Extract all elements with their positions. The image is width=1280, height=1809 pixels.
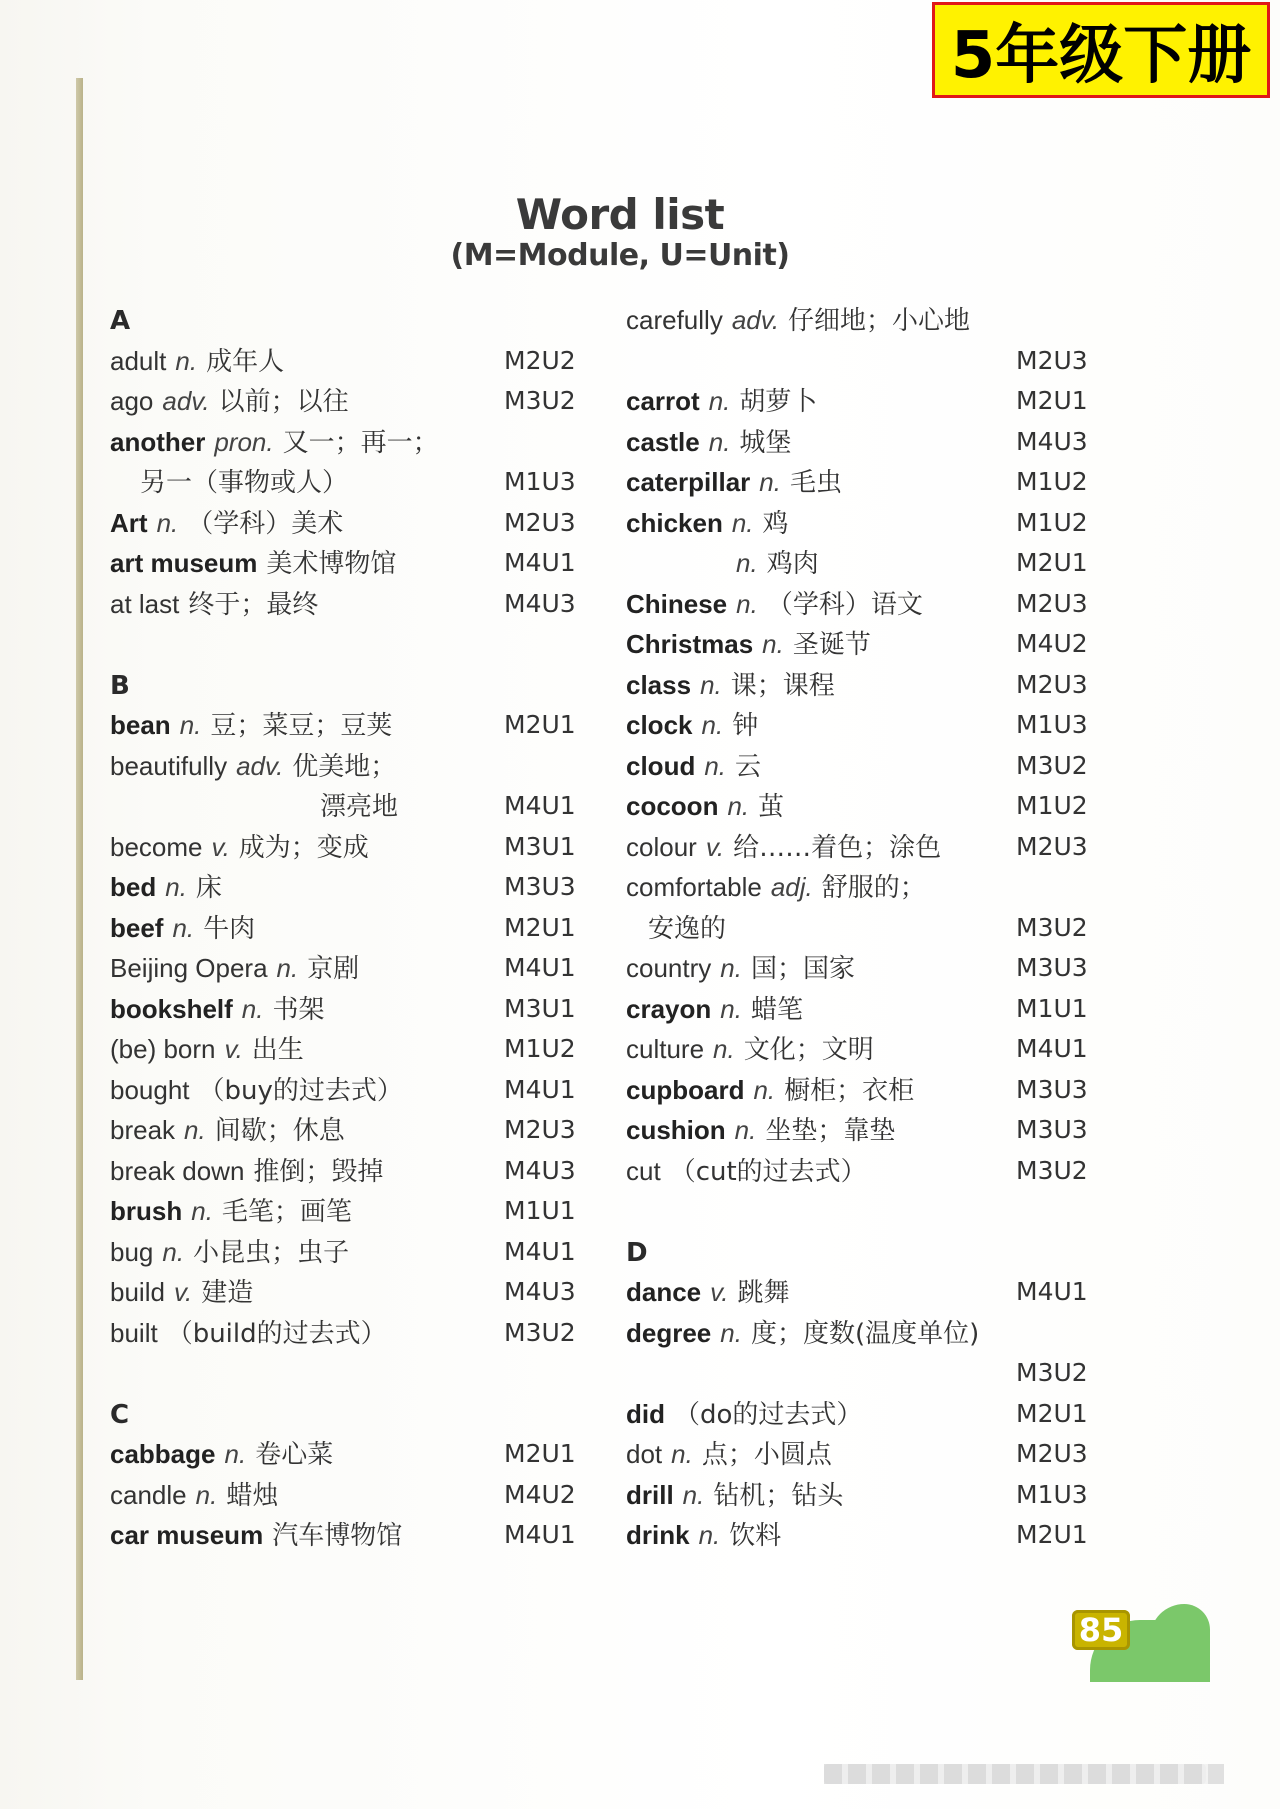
word-entry: ago adv. 以前；以往 M3U2 xyxy=(110,381,590,422)
unit-code: M4U3 xyxy=(1016,426,1088,456)
scrollbar-thumb[interactable] xyxy=(824,1764,1224,1784)
word-entry: (be) born v. 出生 M1U2 xyxy=(110,1029,590,1070)
word-entry: degree n. 度；度数(温度单位) xyxy=(626,1317,980,1349)
word-entry: carefully adv. 仔细地；小心地 xyxy=(626,305,971,336)
word-entry: another pron. 又一；再一； xyxy=(110,426,439,458)
unit-code: M4U1 xyxy=(504,1236,576,1266)
word-entry: drill n. 钻机；钻头 M1U3 xyxy=(626,1475,1102,1516)
unit-code: M2U1 xyxy=(1016,1520,1088,1549)
unit-code: M4U2 xyxy=(504,1479,576,1509)
word-entry: dance v. 跳舞 M4U1 xyxy=(626,1272,1102,1313)
unit-code: M2U1 xyxy=(1016,386,1088,415)
word-entry: clock n. 钟 M1U3 xyxy=(626,705,1102,746)
word-entry: beef n. 牛肉 M2U1 xyxy=(110,908,590,949)
word-entry: class n. 课；课程 M2U3 xyxy=(626,665,1102,706)
unit-code: M2U3 xyxy=(1016,1439,1088,1468)
right-column xyxy=(626,300,1102,1556)
unit-code: M1U3 xyxy=(1016,1479,1088,1509)
unit-code: M3U3 xyxy=(1016,1074,1088,1104)
word-entry: country n. 国；国家 M3U3 xyxy=(626,948,1102,989)
word-entry: bed n. 床 M3U3 xyxy=(110,867,590,908)
word-entry: brush n. 毛笔；画笔 M1U1 xyxy=(110,1191,590,1232)
unit-code: M2U1 xyxy=(504,1439,576,1468)
word-entry: comfortable adj. 舒服的； xyxy=(626,872,926,903)
word-entry: candle n. 蜡烛 M4U2 xyxy=(110,1475,590,1516)
word-entry: bug n. 小昆虫；虫子 M4U1 xyxy=(110,1232,590,1273)
word-entry: car museum 汽车博物馆 M4U1 xyxy=(110,1515,590,1556)
word-entry: art museum 美术博物馆 M4U1 xyxy=(110,543,590,584)
unit-code: M2U1 xyxy=(1016,548,1088,577)
unit-code: M4U1 xyxy=(1016,1277,1088,1306)
word-entry: cushion n. 坐垫；靠垫 M3U3 xyxy=(626,1110,1102,1151)
unit-code: M1U1 xyxy=(504,1196,576,1225)
unit-code: M3U3 xyxy=(504,872,576,901)
unit-code: M4U1 xyxy=(504,548,576,577)
word-entry-continued: 另一（事物或人） M1U3 xyxy=(110,462,590,503)
word-entry: at last 终于；最终 M4U3 xyxy=(110,584,590,625)
word-entry: break down 推倒；毁掉 M4U3 xyxy=(110,1151,590,1192)
word-entry: adult n. 成年人 M2U2 xyxy=(110,341,590,382)
word-entry: cut （cut的过去式） M3U2 xyxy=(626,1151,1102,1192)
book-spine-edge xyxy=(76,78,83,1680)
unit-code: M1U2 xyxy=(1016,507,1088,537)
unit-code: M2U3 xyxy=(1016,345,1088,375)
unit-code: M1U3 xyxy=(1016,710,1088,739)
unit-code: M4U1 xyxy=(504,791,576,820)
unit-code: M3U1 xyxy=(504,831,576,861)
word-entry: carrot n. 胡萝卜 M2U1 xyxy=(626,381,1102,422)
unit-code: M2U3 xyxy=(504,507,576,537)
word-entry-continued: n. 鸡肉 M2U1 xyxy=(626,543,1102,584)
word-entry: Christmas n. 圣诞节 M4U2 xyxy=(626,624,1102,665)
unit-code: M4U1 xyxy=(1016,1034,1088,1063)
word-entry: become v. 成为；变成 M3U1 xyxy=(110,827,590,868)
unit-code: M3U1 xyxy=(504,993,576,1023)
unit-code: M3U2 xyxy=(504,386,576,415)
page-subtitle: (M=Module, U=Unit) xyxy=(450,238,790,273)
word-entry: beautifully adv. 优美地； xyxy=(110,750,397,782)
word-entry: bean n. 豆；菜豆；豆荚 M2U1 xyxy=(110,705,590,746)
word-entry: drink n. 饮料 M2U1 xyxy=(626,1515,1102,1556)
word-entry: cloud n. 云 M3U2 xyxy=(626,746,1102,787)
word-entry: build v. 建造 M4U3 xyxy=(110,1272,590,1313)
section-letter-a: A xyxy=(110,306,131,336)
word-entry-continued: 漂亮地 M4U1 xyxy=(110,786,590,827)
unit-code: M3U3 xyxy=(1016,1115,1088,1144)
word-entry-continued xyxy=(626,341,1102,382)
left-column xyxy=(110,300,590,1556)
unit-code: M2U3 xyxy=(1016,669,1088,699)
word-entry: culture n. 文化；文明 M4U1 xyxy=(626,1029,1102,1070)
word-entry-continued xyxy=(626,1353,1102,1394)
unit-code: M2U3 xyxy=(1016,831,1088,861)
unit-code: M1U1 xyxy=(1016,993,1088,1023)
unit-code: M2U2 xyxy=(504,345,576,375)
word-entry: built （build的过去式） M3U2 xyxy=(110,1313,590,1354)
section-letter-b: B xyxy=(110,670,130,701)
word-entry: crayon n. 蜡笔 M1U1 xyxy=(626,989,1102,1030)
word-entry: Art n. （学科）美术 M2U3 xyxy=(110,503,590,544)
unit-code: M3U2 xyxy=(1016,1155,1088,1185)
unit-code: M2U3 xyxy=(504,1115,576,1144)
section-letter-d: D xyxy=(626,1237,648,1268)
unit-code: M4U3 xyxy=(504,1155,576,1185)
grade-badge: 5年级下册 xyxy=(932,2,1270,98)
word-entry: colour v. 给……着色；涂色 M2U3 xyxy=(626,827,1102,868)
unit-code: M3U2 xyxy=(1016,750,1088,780)
unit-code: M2U1 xyxy=(504,710,576,739)
word-entry: caterpillar n. 毛虫 M1U2 xyxy=(626,462,1102,503)
page-title: Word list xyxy=(515,190,725,239)
decorative-hill xyxy=(1150,1604,1210,1682)
unit-code: M2U1 xyxy=(1016,1398,1088,1428)
word-entry: bookshelf n. 书架 M3U1 xyxy=(110,989,590,1030)
unit-code: M1U3 xyxy=(504,467,576,496)
word-entry: cabbage n. 卷心菜 M2U1 xyxy=(110,1434,590,1475)
word-entry: chicken n. 鸡 M1U2 xyxy=(626,503,1102,544)
word-entry: did （do的过去式） M2U1 xyxy=(626,1394,1102,1435)
unit-code: M4U1 xyxy=(504,1074,576,1104)
section-letter-c: C xyxy=(110,1399,130,1430)
word-entry: castle n. 城堡 M4U3 xyxy=(626,422,1102,463)
page-number: 85 xyxy=(1072,1610,1130,1650)
word-entry: cupboard n. 橱柜；衣柜 M3U3 xyxy=(626,1070,1102,1111)
unit-code: M4U2 xyxy=(1016,629,1088,658)
unit-code: M4U3 xyxy=(504,588,576,618)
word-entry: Beijing Opera n. 京剧 M4U1 xyxy=(110,948,590,989)
unit-code: M1U2 xyxy=(1016,467,1088,496)
horizontal-scrollbar[interactable] xyxy=(824,1764,1206,1784)
unit-code: M1U2 xyxy=(504,1034,576,1063)
word-entry: dot n. 点；小圆点 M2U3 xyxy=(626,1434,1102,1475)
word-entry: Chinese n. （学科）语文 M2U3 xyxy=(626,584,1102,625)
unit-code: M4U3 xyxy=(504,1277,576,1306)
unit-code: M3U2 xyxy=(1016,1358,1088,1387)
word-entry: bought （buy的过去式） M4U1 xyxy=(110,1070,590,1111)
unit-code: M1U2 xyxy=(1016,791,1088,820)
unit-code: M4U1 xyxy=(504,1520,576,1549)
word-entry: break n. 间歇；休息 M2U3 xyxy=(110,1110,590,1151)
word-entry-continued: 安逸的 M3U2 xyxy=(626,908,1102,949)
unit-code: M3U2 xyxy=(504,1317,576,1347)
unit-code: M2U1 xyxy=(504,912,576,942)
unit-code: M2U3 xyxy=(1016,588,1088,618)
unit-code: M3U3 xyxy=(1016,953,1088,982)
word-entry: cocoon n. 茧 M1U2 xyxy=(626,786,1102,827)
unit-code: M3U2 xyxy=(1016,912,1088,942)
unit-code: M4U1 xyxy=(504,953,576,982)
